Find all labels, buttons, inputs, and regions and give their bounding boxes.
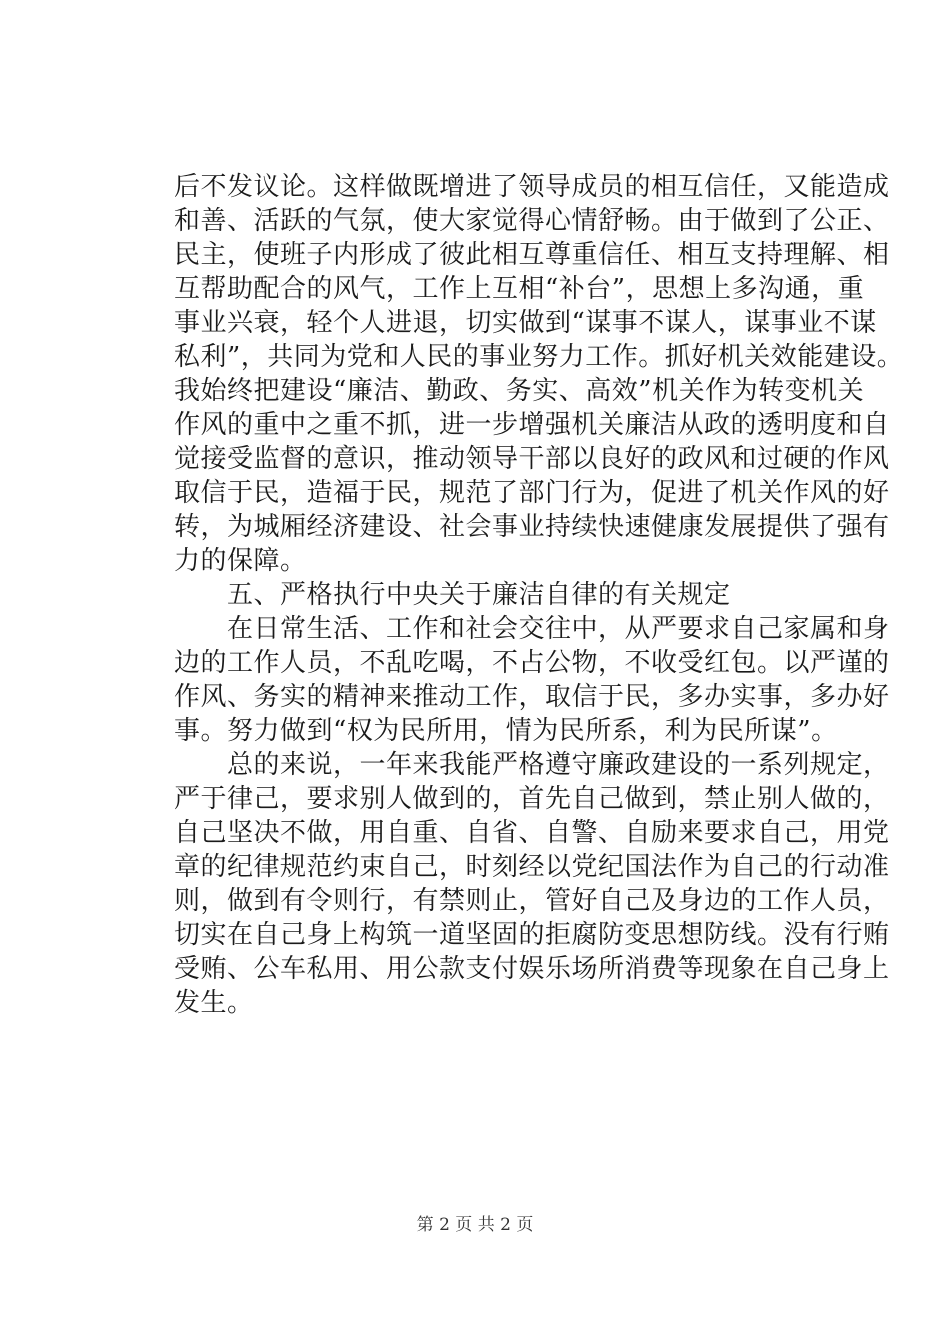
text-line: 发生。 <box>174 988 254 1018</box>
text-line: 觉接受监督的意识，推动领导干部以良好的政风和过硬的作风 <box>174 444 890 474</box>
text-line: 作风、务实的精神来推动工作，取信于民，多办实事，多办好 <box>174 682 890 712</box>
text-line: 在日常生活、工作和社会交往中，从严要求自己家属和身 <box>174 614 890 644</box>
page-number-footer: 第 2 页 共 2 页 <box>416 1215 534 1235</box>
text-line: 后不发议论。这样做既增进了领导成员的相互信任，又能造成 <box>174 172 890 202</box>
text-line: 私利”，共同为党和人民的事业努力工作。抓好机关效能建设。 <box>174 342 904 372</box>
text-line: 切实在自己身上构筑一道坚固的拒腐防变思想防线。没有行贿 <box>174 920 890 950</box>
text-line: 互帮助配合的风气，工作上互相“补台”，思想上多沟通，重 <box>174 274 865 304</box>
document-body <box>174 170 904 1020</box>
text-line: 受贿、公车私用、用公款支付娱乐场所消费等现象在自己身上 <box>174 954 890 984</box>
text-line: 自己坚决不做，用自重、自省、自警、自励来要求自己，用党 <box>174 818 890 848</box>
text-line: 力的保障。 <box>174 546 307 576</box>
text-line: 取信于民，造福于民，规范了部门行为，促进了机关作风的好 <box>174 478 890 508</box>
text-line: 和善、活跃的气氛，使大家觉得心情舒畅。由于做到了公正、 <box>174 206 890 236</box>
text-line: 事。努力做到“权为民所用，情为民所系，利为民所谋”。 <box>174 716 838 746</box>
text-line: 总的来说，一年来我能严格遵守廉政建设的一系列规定， <box>174 750 890 780</box>
text-line: 转，为城厢经济建设、社会事业持续快速健康发展提供了强有 <box>174 512 890 542</box>
text-line: 章的纪律规范约束自己，时刻经以党纪国法作为自己的行动准 <box>174 852 890 882</box>
text-line: 民主，使班子内形成了彼此相互尊重信任、相互支持理解、相 <box>174 240 890 270</box>
text-line: 作风的重中之重不抓，进一步增强机关廉洁从政的透明度和自 <box>174 410 890 440</box>
section-heading: 五、严格执行中央关于廉洁自律的有关规定 <box>174 580 731 610</box>
text-line: 严于律己，要求别人做到的，首先自己做到，禁止别人做的， <box>174 784 890 814</box>
text-line: 边的工作人员，不乱吃喝，不占公物，不收受红包。以严谨的 <box>174 648 890 678</box>
text-line: 我始终把建设“廉洁、勤政、务实、高效”机关作为转变机关 <box>174 376 865 406</box>
text-line: 事业兴衰，轻个人进退，切实做到“谋事不谋人，谋事业不谋 <box>174 308 877 338</box>
text-line: 则，做到有令则行，有禁则止，管好自己及身边的工作人员， <box>174 886 890 916</box>
